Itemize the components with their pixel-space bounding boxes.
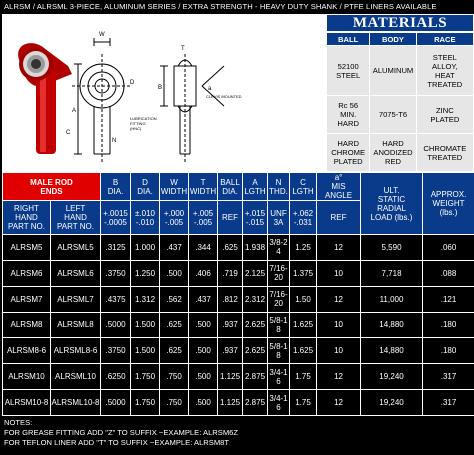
spec-cell: 19,240 <box>361 390 423 416</box>
label-n: N <box>112 138 117 144</box>
materials-cell: HARD ANODIZED RED <box>370 134 416 172</box>
spec-cell: 3/4-16 <box>268 364 290 390</box>
note-teflon-liner: FOR TEFLON LINER ADD "T" TO SUFFIX ~EXAMPLE: ALRSM8T <box>4 438 230 447</box>
materials-cell: CHROMATE TREATED <box>416 134 473 172</box>
rod-end-spec-table <box>2 172 474 416</box>
spec-cell: 1.375 <box>290 260 317 286</box>
rod-end-drawing <box>2 14 326 172</box>
tol-ball: REF <box>218 201 243 235</box>
label-a: A <box>72 108 77 114</box>
tol-t: +.005 -.005 <box>189 201 218 235</box>
weight-header: APPROX. WEIGHT (lbs.) <box>423 173 474 235</box>
red-rod-end-photo <box>18 43 72 154</box>
spec-cell: 2.875 <box>243 390 268 416</box>
spec-cell: .937 <box>218 338 243 364</box>
label-w: W <box>99 32 105 38</box>
spec-cell: 14,880 <box>361 312 423 338</box>
spec-cell: .3125 <box>101 235 131 261</box>
label-c: C <box>66 130 71 136</box>
materials-cell: 7075-T6 <box>370 96 416 134</box>
notes-label: NOTES: <box>4 418 33 427</box>
spec-cell: .437 <box>189 286 218 312</box>
spec-cell: 12 <box>317 235 361 261</box>
label-b: B <box>158 85 163 91</box>
spec-cell: .5000 <box>101 312 131 338</box>
spec-cell: .317 <box>423 364 474 390</box>
spec-cell: 2.312 <box>243 286 268 312</box>
spec-cell: 7/16-20 <box>268 286 290 312</box>
svg-text:FITTING: FITTING <box>130 121 146 126</box>
tol-b: +.0015 -.0005 <box>101 201 131 235</box>
dim-ball-header: BALL DIA. <box>218 173 243 201</box>
spec-cell: 1.75 <box>290 364 317 390</box>
rod-end-illustration <box>2 14 326 172</box>
materials-cell: Rc 56 MIN. HARD <box>327 96 370 134</box>
spec-cell: 1.938 <box>243 235 268 261</box>
left-hand-part-cell: ALRSML8 <box>51 312 101 338</box>
notes <box>2 418 474 455</box>
table-row <box>3 312 474 338</box>
spec-cell: 1.750 <box>131 390 160 416</box>
spec-cell: 5,590 <box>361 235 423 261</box>
right-hand-part-cell: ALRSM8-6 <box>3 338 51 364</box>
materials-cell: ALUMINUM <box>370 46 416 96</box>
spec-cell: 1.250 <box>131 260 160 286</box>
spec-cell: .3750 <box>101 260 131 286</box>
materials-cell: ZINC PLATED <box>416 96 473 134</box>
spec-cell: 1.500 <box>131 312 160 338</box>
table-row <box>3 260 474 286</box>
spec-cell: .180 <box>423 338 474 364</box>
spec-cell: 1.500 <box>131 338 160 364</box>
load-header: ULT. STATIC RADIAL LOAD (lbs.) <box>361 173 423 235</box>
spec-cell: .625 <box>218 235 243 261</box>
spec-cell: .937 <box>218 312 243 338</box>
left-hand-part-cell: ALRSML6 <box>51 260 101 286</box>
spec-cell: .180 <box>423 312 474 338</box>
spec-cell: .060 <box>423 235 474 261</box>
left-hand-part-cell: ALRSML7 <box>51 286 101 312</box>
right-hand-part-cell: ALRSM6 <box>3 260 51 286</box>
spec-cell: 3/4-16 <box>268 390 290 416</box>
spec-cell: 14,880 <box>361 338 423 364</box>
tol-d: ±.010 -.010 <box>131 201 160 235</box>
table-row <box>3 364 474 390</box>
materials-cell: HARD CHROME PLATED <box>327 134 370 172</box>
spec-cell: 10 <box>317 338 361 364</box>
spec-cell: 5/8-18 <box>268 338 290 364</box>
dim-t-header: T WIDTH <box>189 173 218 201</box>
materials-cell: 52100 STEEL <box>327 46 370 96</box>
spec-cell: .406 <box>189 260 218 286</box>
spec-cell: 1.25 <box>290 235 317 261</box>
table-row <box>3 286 474 312</box>
materials-row <box>327 134 474 172</box>
spec-cell: 1.125 <box>218 390 243 416</box>
dim-w-header: W WIDTH <box>160 173 189 201</box>
table-row <box>3 390 474 416</box>
left-hand-header: LEFT HAND PART NO. <box>51 201 101 235</box>
dim-b-header: B DIA. <box>101 173 131 201</box>
svg-text:(HNC): (HNC) <box>130 126 142 131</box>
spec-cell: .562 <box>160 286 189 312</box>
materials-title: MATERIALS <box>326 14 474 32</box>
spec-cell: .088 <box>423 260 474 286</box>
spec-cell: 2.625 <box>243 312 268 338</box>
materials-row <box>327 96 474 134</box>
left-hand-part-cell: ALRSML10 <box>51 364 101 390</box>
spec-cell: 5/8-18 <box>268 312 290 338</box>
label-d: D <box>130 80 135 86</box>
materials-cell: STEEL ALLOY, HEAT TREATED <box>416 46 473 96</box>
dim-a-header: A LGTH <box>243 173 268 201</box>
spec-cell: 7,718 <box>361 260 423 286</box>
label-alpha: a <box>208 86 212 92</box>
clevis-mounted-label: CLEVIS MOUNTED <box>206 94 242 99</box>
spec-cell: 1.750 <box>131 364 160 390</box>
spec-cell: 7/16-20 <box>268 260 290 286</box>
side-view-drawing <box>160 54 224 164</box>
spec-cell: 12 <box>317 364 361 390</box>
tol-w: +.000 -.005 <box>160 201 189 235</box>
right-hand-part-cell: ALRSM7 <box>3 286 51 312</box>
spec-cell: .121 <box>423 286 474 312</box>
left-hand-part-cell: ALRSML10-8 <box>51 390 101 416</box>
materials-col-ball: BALL <box>327 33 370 46</box>
spec-cell: .719 <box>218 260 243 286</box>
spec-cell: .437 <box>160 235 189 261</box>
spec-cell: 19,240 <box>361 364 423 390</box>
materials-row <box>327 46 474 96</box>
spec-cell: .4375 <box>101 286 131 312</box>
spec-cell: .625 <box>160 338 189 364</box>
spec-cell: 12 <box>317 286 361 312</box>
spec-cell: .344 <box>189 235 218 261</box>
spec-cell: 1.000 <box>131 235 160 261</box>
spec-cell: 3/8-24 <box>268 235 290 261</box>
male-rod-ends-header: MALE ROD ENDS <box>3 173 101 201</box>
right-hand-part-cell: ALRSM8 <box>3 312 51 338</box>
dim-n-header: N THD. <box>268 173 290 201</box>
page-title: ALRSM / ALRSML 3-PIECE, ALUMINUM SERIES / EXTRA STRENGTH - HEAVY DUTY SHANK / PTFE LINERS AVAILABLE <box>0 0 474 14</box>
table-row <box>3 338 474 364</box>
spec-cell: .6250 <box>101 364 131 390</box>
table-row <box>3 235 474 261</box>
spec-cell: .500 <box>160 260 189 286</box>
spec-cell: 1.125 <box>218 364 243 390</box>
left-hand-part-cell: ALRSML5 <box>51 235 101 261</box>
tol-c: +.062 -.031 <box>290 201 317 235</box>
angle-ref: REF <box>317 201 361 235</box>
spec-cell: 12 <box>317 390 361 416</box>
spec-cell: 11,000 <box>361 286 423 312</box>
spec-cell: 10 <box>317 260 361 286</box>
spec-cell: 2.625 <box>243 338 268 364</box>
label-t: T <box>181 46 185 52</box>
spec-cell: .750 <box>160 364 189 390</box>
spec-cell: .500 <box>189 338 218 364</box>
right-hand-part-cell: ALRSM5 <box>3 235 51 261</box>
spec-cell: 2.125 <box>243 260 268 286</box>
tol-a: +.015 -.015 <box>243 201 268 235</box>
right-hand-part-cell: ALRSM10-8 <box>3 390 51 416</box>
tol-n: UNF 3A <box>268 201 290 235</box>
dim-c-header: C LGTH <box>290 173 317 201</box>
spec-cell: .812 <box>218 286 243 312</box>
lube-fitting-label: LUBRICATION <box>130 116 157 121</box>
right-hand-header: RIGHT HAND PART NO. <box>3 201 51 235</box>
spec-cell: .5000 <box>101 390 131 416</box>
spec-cell: 1.312 <box>131 286 160 312</box>
note-grease-fitting: FOR GREASE FITTING ADD "Z" TO SUFFIX ~EXAMPLE: ALRSM6Z <box>4 428 239 437</box>
left-hand-part-cell: ALRSML8-6 <box>51 338 101 364</box>
spec-cell: .317 <box>423 390 474 416</box>
spec-cell: 1.50 <box>290 286 317 312</box>
spec-cell: .3750 <box>101 338 131 364</box>
spec-cell: .500 <box>189 364 218 390</box>
right-hand-part-cell: ALRSM10 <box>3 364 51 390</box>
spec-cell: .500 <box>189 390 218 416</box>
front-view-drawing <box>72 38 132 164</box>
materials-col-body: BODY <box>370 33 416 46</box>
spec-cell: 2.875 <box>243 364 268 390</box>
spec-cell: .750 <box>160 390 189 416</box>
mis-angle-header: a° MIS ANGLE <box>317 173 361 201</box>
materials-col-race: RACE <box>416 33 473 46</box>
spec-cell: 1.625 <box>290 338 317 364</box>
spec-cell: .625 <box>160 312 189 338</box>
dim-d-header: D DIA. <box>131 173 160 201</box>
spec-cell: 1.625 <box>290 312 317 338</box>
spec-cell: .500 <box>189 312 218 338</box>
spec-cell: 10 <box>317 312 361 338</box>
spec-cell: 1.75 <box>290 390 317 416</box>
materials-table <box>326 32 474 172</box>
